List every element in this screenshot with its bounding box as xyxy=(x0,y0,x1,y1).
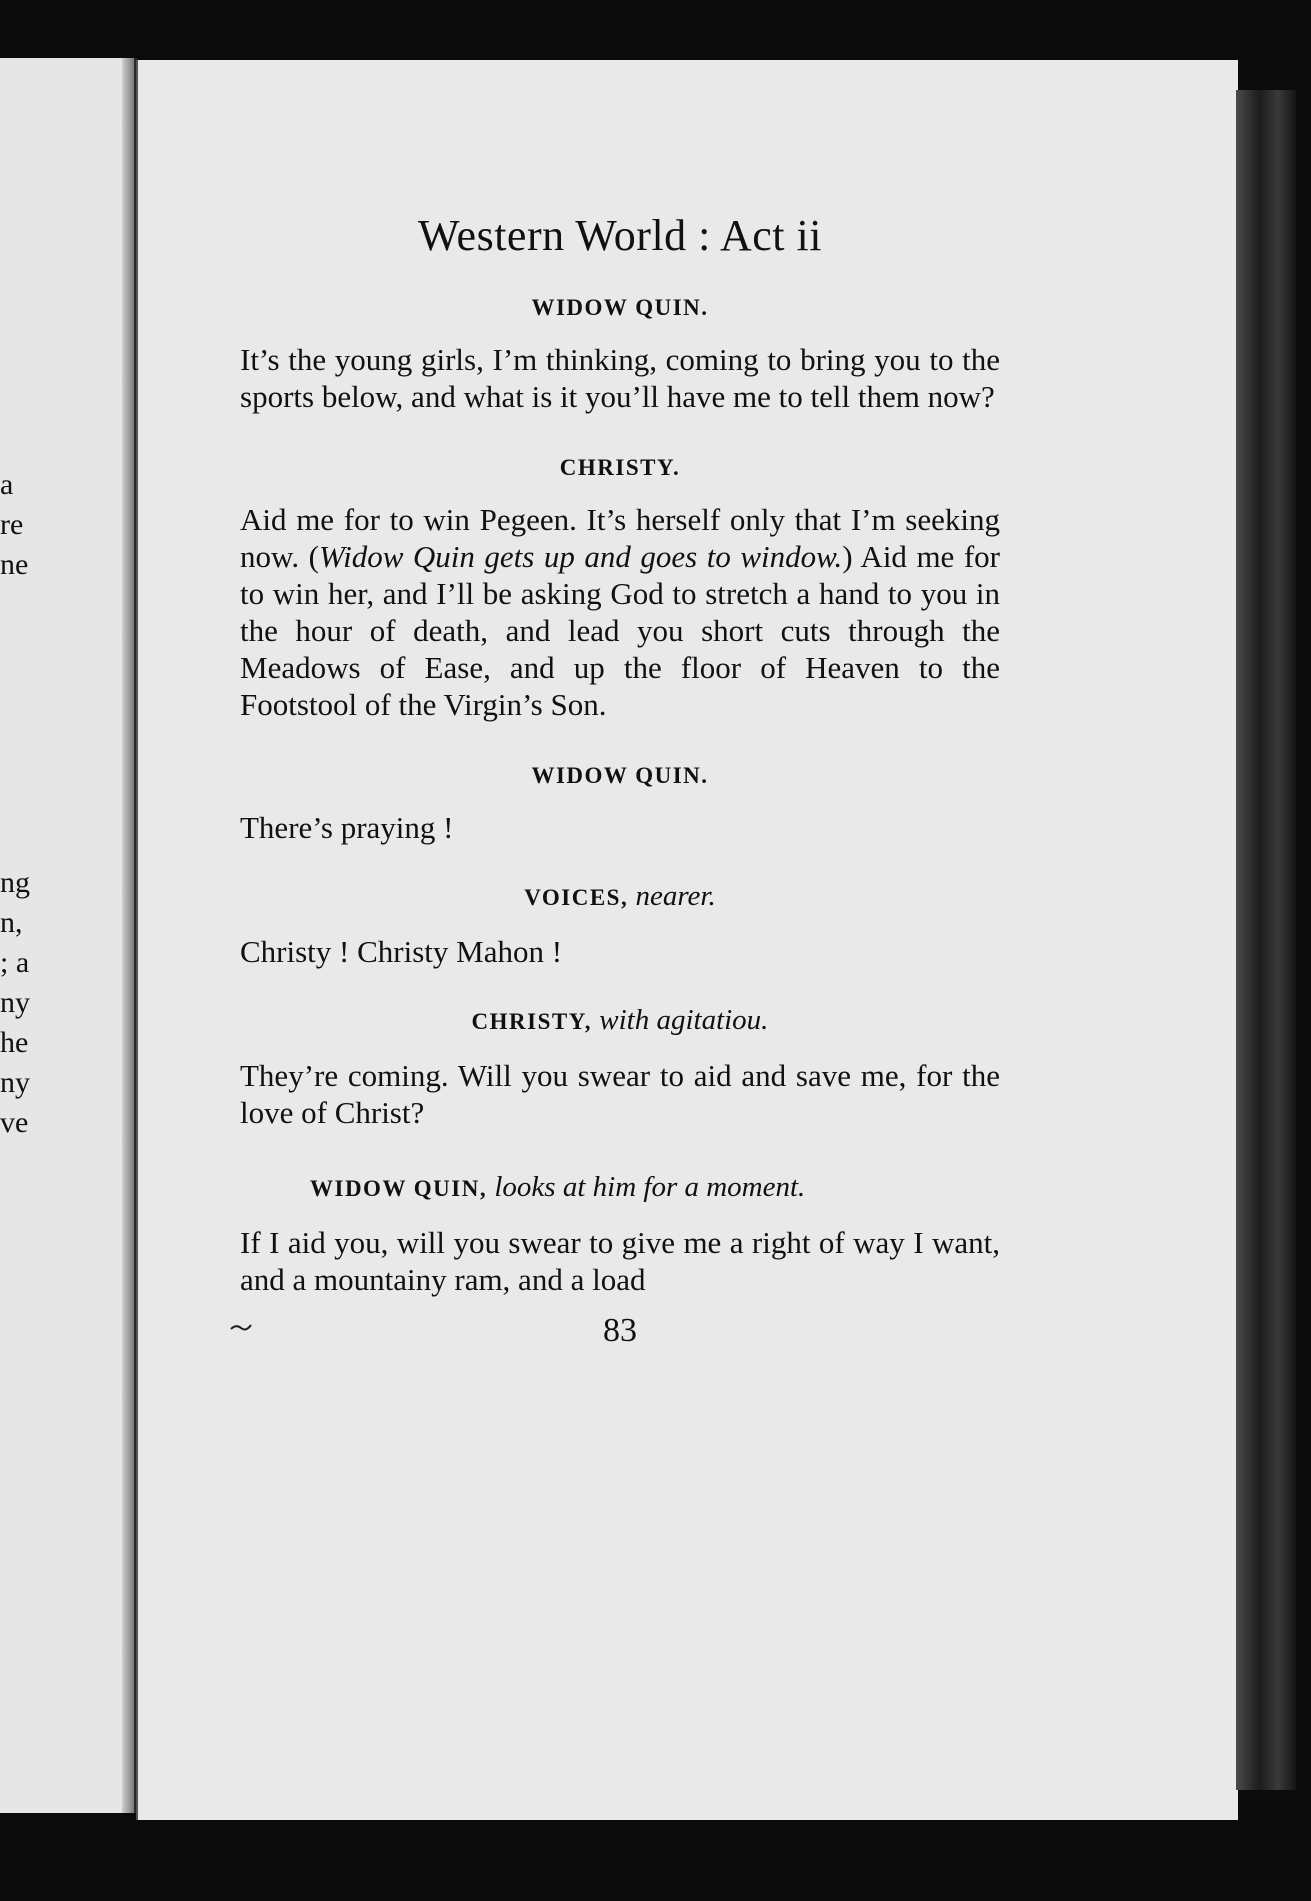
left-page-fragment: he xyxy=(0,1026,29,1059)
left-page-gutter xyxy=(122,58,134,1813)
page-number: 83 xyxy=(603,1312,637,1349)
speaker-name: VOICES, xyxy=(524,885,629,910)
speech xyxy=(240,501,1000,723)
speech-text: ) Aid me for to win her, and I’ll be asking God to stretch a hand to you in the hour of death, and lead you short cuts through the Meadows of Ease, and up the floor of Heaven to the Footstool of the Virgin’s Son. xyxy=(240,539,1000,722)
left-page-fragment: ny xyxy=(0,1066,30,1099)
stage-direction: Widow Quin gets up and goes to window. xyxy=(318,539,843,574)
running-head: Western World : Act ii xyxy=(418,211,822,260)
speaker-heading xyxy=(240,1171,1000,1204)
speaker-name: WIDOW QUIN. xyxy=(531,763,709,788)
speaker-heading xyxy=(240,1004,1000,1037)
speaker-heading xyxy=(240,295,1000,321)
speaker-direction: nearer. xyxy=(635,880,716,912)
speaker-name: CHRISTY. xyxy=(559,455,681,480)
left-page-fragment: n, xyxy=(0,906,23,939)
speaker-name: CHRISTY, xyxy=(471,1009,592,1034)
speech: They’re coming. Will you swear to aid and save me, for the love of Christ? xyxy=(240,1058,1000,1130)
left-page-fragment: re xyxy=(0,508,24,541)
speaker-direction: with agitatiou. xyxy=(599,1004,769,1036)
speaker-name: WIDOW QUIN. xyxy=(531,295,709,320)
left-page-fragment: ng xyxy=(0,866,30,899)
speech-text: Aid me for to win Pegeen. It’s herself only that I’m seeking now. ( xyxy=(240,502,1000,574)
page-edges xyxy=(1236,90,1296,1790)
speaker-name: WIDOW QUIN, xyxy=(310,1176,488,1201)
speech: Christy ! Christy Mahon ! xyxy=(240,934,563,969)
left-page-fragment: a xyxy=(0,468,14,501)
left-page-fragment: ve xyxy=(0,1106,29,1139)
left-page-fragment: ny xyxy=(0,986,30,1019)
ink-smudge xyxy=(230,1322,252,1332)
left-page-fragment: ne xyxy=(0,548,29,581)
page-text xyxy=(240,210,1000,1350)
speaker-heading xyxy=(240,880,1000,913)
left-page xyxy=(0,58,137,1813)
speech: If I aid you, will you swear to give me a right of way I want, and a mountainy ram, and a load xyxy=(240,1225,1000,1297)
left-page-fragment: ; a xyxy=(0,946,30,979)
speaker-heading xyxy=(240,455,1000,481)
speaker-direction: looks at him for a moment. xyxy=(494,1171,806,1203)
speech: There’s praying ! xyxy=(240,810,454,845)
speaker-heading xyxy=(240,763,1000,789)
speech: It’s the young girls, I’m thinking, coming to bring you to the sports below, and what is it you’ll have me to tell them now? xyxy=(240,342,1000,414)
